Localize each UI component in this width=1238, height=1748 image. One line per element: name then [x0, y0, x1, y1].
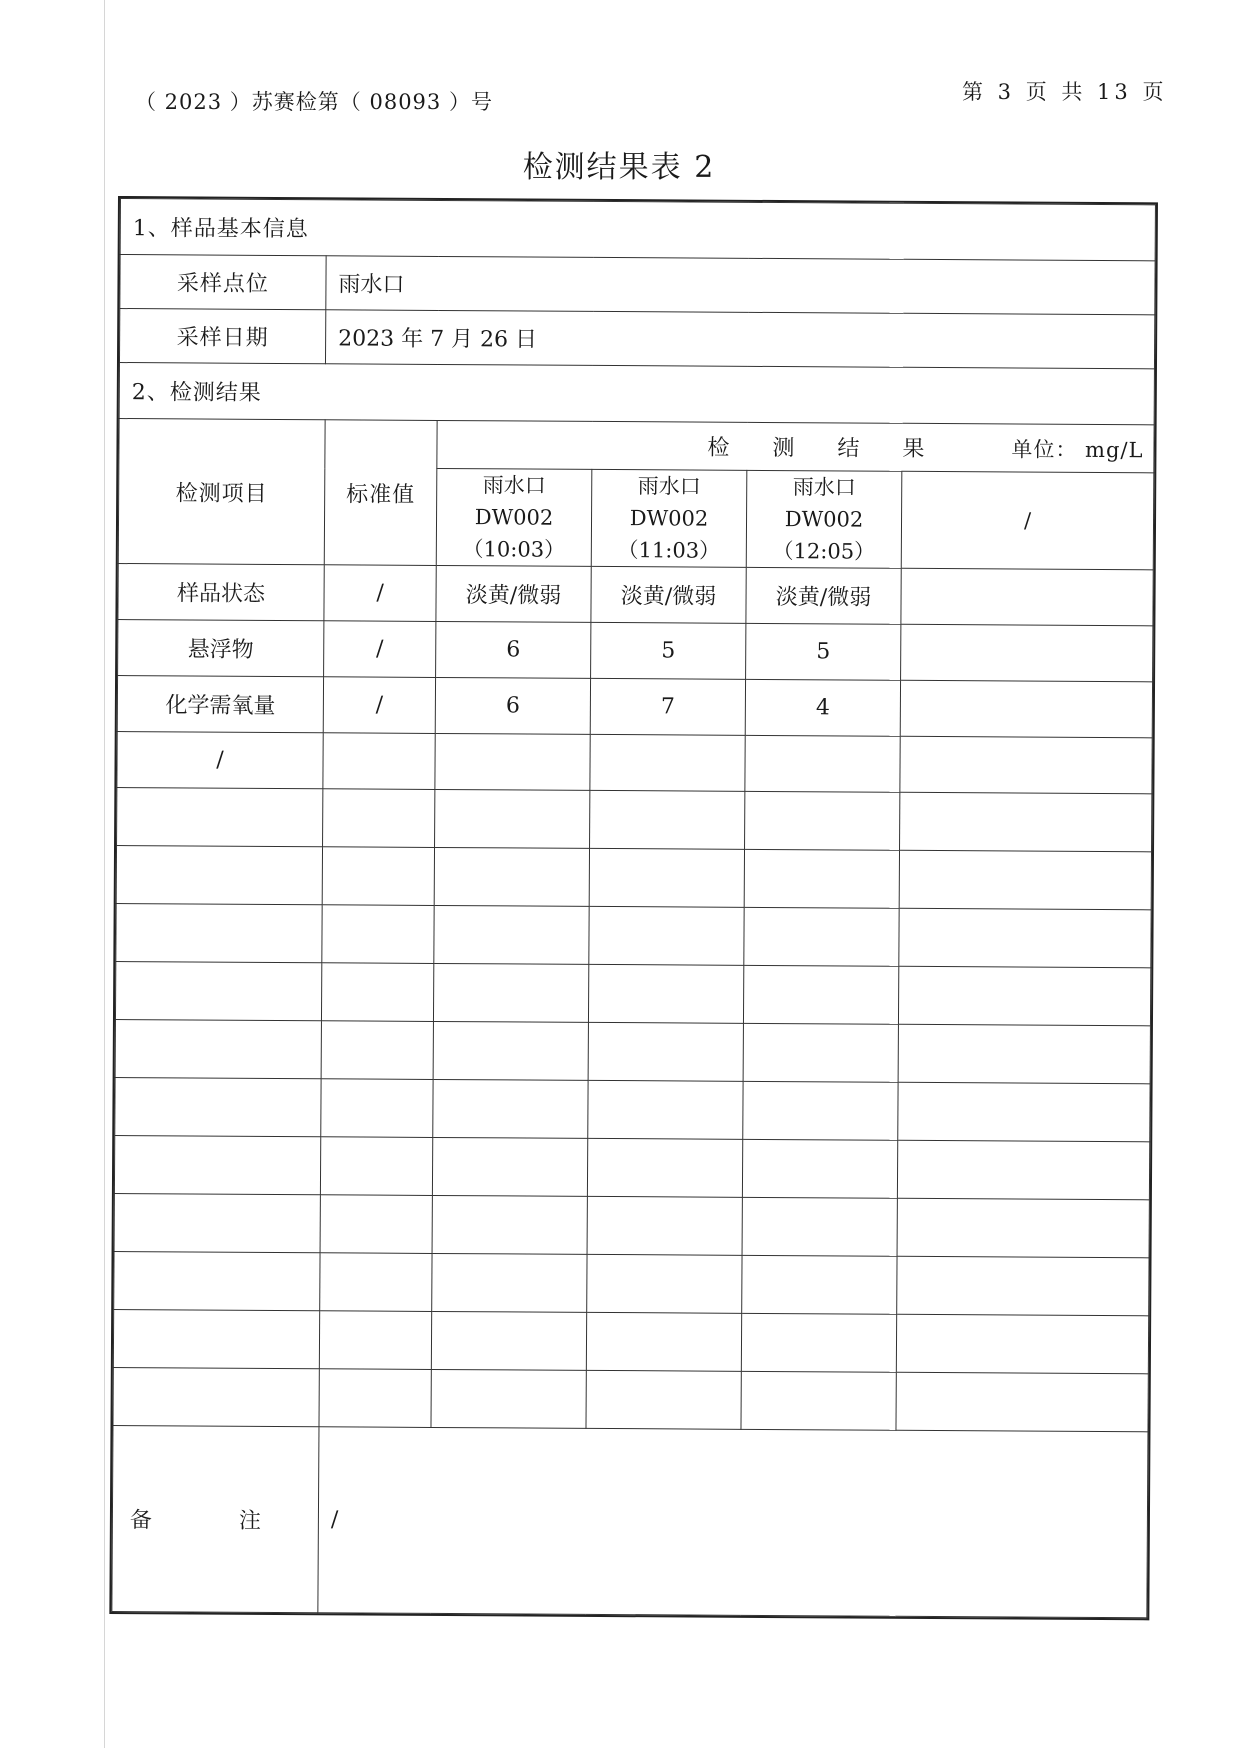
sample-site: 雨水口 — [792, 475, 856, 500]
sample-site: 雨水口 — [637, 474, 701, 499]
sample-header-2 — [591, 469, 747, 567]
empty-row — [113, 1367, 1148, 1431]
standard-cell: / — [324, 621, 436, 678]
empty-row — [115, 1077, 1150, 1141]
empty-row — [114, 1193, 1149, 1257]
remarks-label: 备 注 — [112, 1425, 319, 1612]
section1-title: 1、样品基本信息 — [120, 199, 1155, 261]
table-row — [118, 620, 1153, 682]
value-cell: 5 — [746, 623, 901, 680]
empty-row — [114, 1135, 1149, 1199]
item-cell: 化学需氧量 — [117, 676, 323, 733]
sample-site: 雨水口 — [482, 473, 546, 498]
scan-margin-line — [104, 0, 105, 1748]
sample-site: / — [1023, 508, 1032, 533]
results-band — [437, 420, 1154, 472]
item-cell: / — [117, 732, 323, 789]
value-cell: 淡黄/微弱 — [746, 567, 901, 624]
results-header-row — [119, 419, 1154, 473]
value-cell: 6 — [435, 677, 590, 734]
item-cell: 悬浮物 — [118, 620, 324, 677]
sample-code: DW002 — [474, 505, 554, 530]
section2-title: 2、检测结果 — [119, 363, 1154, 425]
results-form — [109, 196, 1158, 1620]
empty-row — [113, 1309, 1148, 1373]
empty-row — [115, 1019, 1150, 1083]
results-table — [111, 198, 1156, 1618]
col-header-standard: 标准值 — [324, 420, 437, 566]
value-cell — [901, 624, 1153, 682]
page-indicator: 第 3 页 共 13 页 — [962, 80, 1168, 104]
sampling-site-value: 雨水口 — [326, 256, 1155, 315]
table-row — [117, 732, 1152, 794]
empty-row — [114, 1251, 1149, 1315]
unit-label: 单位： mg/L — [1011, 436, 1144, 462]
value-cell: 淡黄/微弱 — [436, 565, 591, 622]
empty-row — [116, 904, 1151, 968]
sample-code: DW002 — [784, 507, 864, 532]
col-header-item: 检测项目 — [118, 419, 325, 565]
standard-cell: / — [323, 677, 435, 734]
sample-code: DW002 — [629, 506, 709, 531]
table-row — [118, 564, 1153, 626]
standard-cell — [323, 733, 435, 790]
empty-row — [116, 846, 1151, 910]
value-cell: 4 — [745, 679, 900, 736]
value-cell: 淡黄/微弱 — [591, 566, 746, 623]
sample-header-1 — [436, 468, 592, 566]
sample-time: （12:05） — [772, 539, 876, 564]
results-band-label: 检 测 结 果 — [707, 435, 943, 463]
empty-row — [115, 962, 1150, 1026]
sampling-site-label: 采样点位 — [120, 255, 326, 310]
value-cell — [435, 733, 590, 790]
empty-row — [117, 788, 1152, 852]
value-cell — [900, 680, 1152, 738]
sample-time: （11:03） — [617, 538, 721, 563]
sample-header-3 — [746, 470, 902, 568]
value-cell: 6 — [436, 621, 591, 678]
remarks-row — [112, 1425, 1148, 1617]
value-cell — [900, 736, 1152, 794]
standard-cell: / — [324, 565, 436, 622]
value-cell: 7 — [590, 678, 745, 735]
sampling-site-row — [120, 255, 1155, 315]
sampling-date-value: 2023 年 7 月 26 日 — [325, 310, 1154, 369]
value-cell — [901, 568, 1153, 626]
value-cell — [745, 735, 900, 792]
sampling-date-row — [119, 309, 1154, 369]
sample-time: （10:03） — [462, 537, 566, 562]
remarks-value: / — [318, 1427, 1148, 1618]
table-row — [117, 676, 1152, 738]
report-number: （ 2023 ）苏赛检第（ 08093 ）号 — [135, 90, 493, 114]
section2-row — [119, 363, 1154, 425]
sampling-date-label: 采样日期 — [119, 309, 325, 364]
section1-row — [120, 199, 1155, 261]
value-cell: 5 — [591, 622, 746, 679]
item-cell: 样品状态 — [118, 564, 324, 621]
page-title: 检测结果表 2 — [522, 150, 716, 185]
sample-header-4 — [901, 471, 1154, 570]
value-cell — [590, 734, 745, 791]
